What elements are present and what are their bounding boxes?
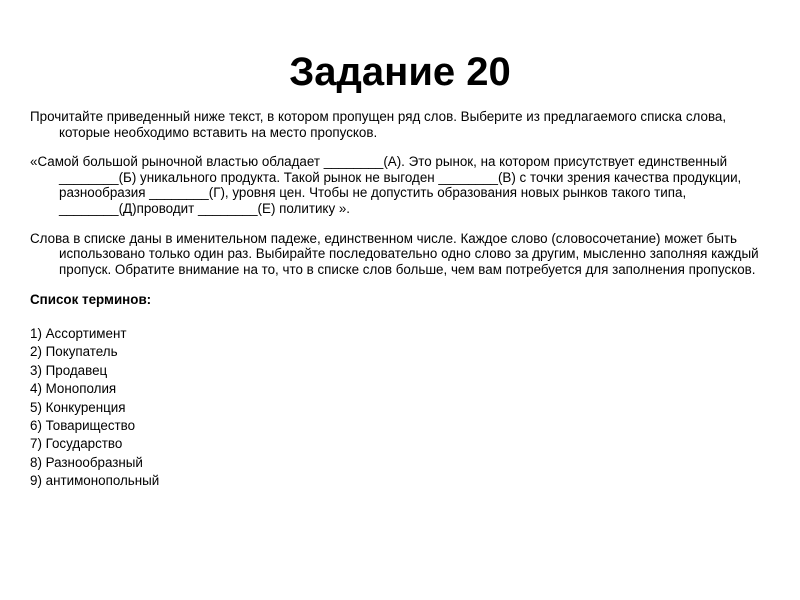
- gapped-text-paragraph: «Самой большой рыночной властью обладает ________(А). Это рынок, на котором присутствует единственный ________(Б) уникального продукта. Такой рынок не выгоден ________(В) с точки зрения качества продукции, разнообразия ________(Г), уровня цен. Чтобы не допустить образования новых рынков такого типа, ________(Д)проводит ________(Е) политику ».: [30, 154, 742, 216]
- term-item: 6) Товарищество: [30, 417, 136, 433]
- instruction-paragraph: Прочитайте приведенный ниже текст, в котором пропущен ряд слов. Выберите из предлагаемого списка слова, которые необходимо вставить на место пропусков.: [30, 109, 727, 140]
- term-item: 1) Ассортимент: [30, 325, 127, 341]
- page-title: Задание 20: [289, 50, 511, 94]
- term-item: 4) Монополия: [30, 381, 117, 397]
- term-item: 5) Конкуренция: [30, 399, 126, 415]
- term-item: 3) Продавец: [30, 362, 108, 378]
- task-content: [30, 109, 772, 491]
- rules-paragraph: Слова в списке даны в именительном падеже, единственном числе. Каждое слово (словосочетание) может быть использовано только один раз. Выбирайте последовательно одно слово за другим, мысленно заполняя каждый пропуск. Обратите внимание на то, что в списке слов больше, чем вам потребуется для заполнения пропусков.: [30, 230, 759, 277]
- term-item: 9) антимонопольный: [30, 473, 160, 489]
- term-item: 2) Покупатель: [30, 344, 118, 360]
- term-item: 8) Разнообразный: [30, 454, 143, 470]
- terms-list: [30, 325, 772, 491]
- terms-heading: Список терминов:: [30, 292, 152, 308]
- term-item: 7) Государство: [30, 436, 123, 452]
